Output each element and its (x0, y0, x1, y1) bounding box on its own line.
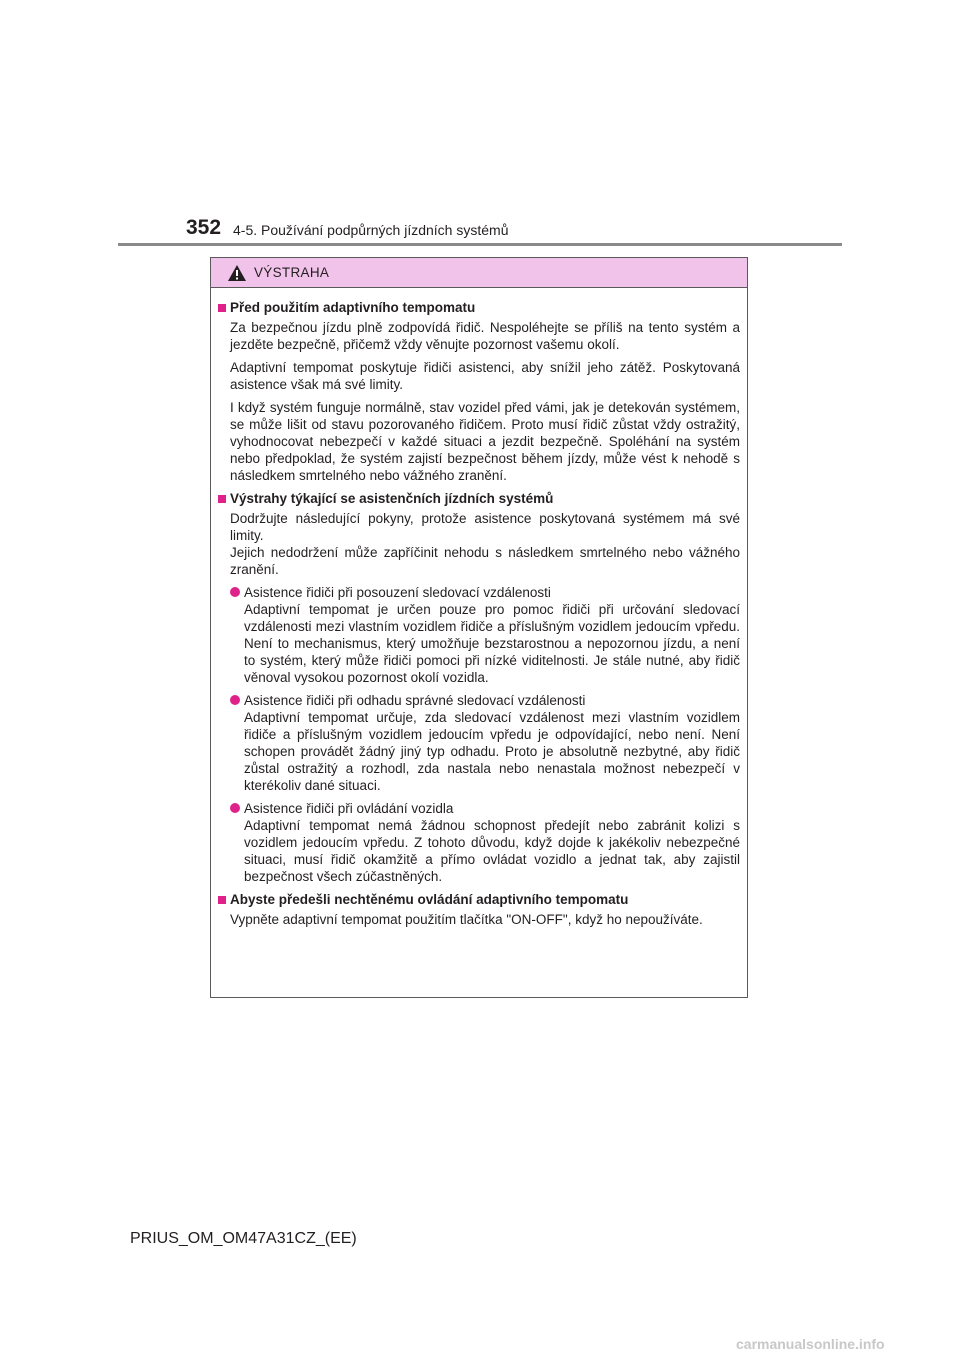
topic-heading-text: Abyste předešli nechtěnému ovládání adaptivního tempomatu (230, 892, 629, 907)
page-number: 352 (186, 216, 222, 239)
list-item-text: Adaptivní tempomat určuje, zda sledovací vzdálenost mezi vlastním vozidlem řidiče a příslušným vozidlem jedoucím vpředu je odpovídající, nebo není. Není schopen provádět žádný jiný typ odhadu. Proto je absolutně nezbytné, aby řidič zůstal ostražitý a rozhodl, zda nastala nebo nenastala možnost nebezpečí v kterékoliv dané situaci. (244, 710, 740, 793)
list-item (230, 692, 740, 794)
warning-box (210, 257, 748, 998)
topic-prevent-unintended (218, 891, 740, 928)
watermark: carmanualsonline.info (736, 1336, 885, 1352)
warning-title: VÝSTRAHA (254, 265, 330, 280)
square-bullet-icon (218, 495, 226, 503)
header-rule (118, 243, 842, 246)
topic-heading (218, 299, 740, 316)
list-item-text: Adaptivní tempomat nemá žádnou schopnost předejít nebo zabránit kolizi s vozidlem jedoucím vpředu. Z tohoto důvodu, když dojde k jakékoliv nebezpečné situaci, musí řidič okamžitě a přímo ovládat vozidlo a jednat tak, aby zajistil bezpečnost všech zúčastněných. (244, 818, 740, 884)
round-bullet-icon (230, 695, 240, 705)
square-bullet-icon (218, 304, 226, 312)
list-item (230, 800, 740, 885)
list-item-content (244, 800, 740, 885)
paragraph: Adaptivní tempomat poskytuje řidiči asistenci, aby snížil jeho zátěž. Poskytovaná asistence však má své limity. (230, 360, 740, 392)
warning-triangle-icon (227, 264, 247, 282)
round-bullet-icon (230, 587, 240, 597)
paragraph: I když systém funguje normálně, stav vozidel před vámi, jak je detekován systémem, se může lišit od stavu pozorovaného řidičem. Proto musí řidič zůstat vždy ostražitý, vyhodnocovat nebezpečí v každé situaci a jezdit bezpečně. Spoléhání na systém nebo předpoklad, že systém zajistí bezpečnost během jízdy, může vést k nehodě s následkem smrtelného nebo vážného zranění. (230, 400, 740, 483)
warning-header (211, 258, 747, 288)
footer-document-code: PRIUS_OM_OM47A31CZ_(EE) (130, 1230, 357, 1247)
warning-body (211, 288, 747, 928)
paragraph: Vypněte adaptivní tempomat použitím tlačítka "ON-OFF", když ho nepoužíváte. (230, 912, 703, 927)
list-item-title: Asistence řidiči při odhadu správné sledovací vzdálenosti (244, 693, 586, 708)
topic-heading-text: Výstrahy týkající se asistenčních jízdních systémů (230, 491, 554, 506)
list-item-title: Asistence řidiči při posouzení sledovací vzdálenosti (244, 585, 551, 600)
paragraph: Dodržujte následující pokyny, protože asistence poskytovaná systémem má své limity. (230, 511, 740, 543)
topic-heading (218, 891, 740, 908)
list-item-text: Adaptivní tempomat je určen pouze pro pomoc řidiči při určování sledovací vzdálenosti mezi vlastním vozidlem řidiče a příslušným vozidlem jedoucím vpředu. Není to mechanismus, který umožňuje bezstarostnou a nepozornou jízdu, a není to systém, který může řidiči pomoci při nízké viditelnosti. Je stále nutné, aby řidič věnoval vysokou pozornost okolí vozidla. (244, 602, 740, 685)
list-item-title: Asistence řidiči při ovládání vozidla (244, 801, 454, 816)
section-title: 4-5. Používání podpůrných jízdních systémů (233, 222, 509, 238)
list-item-content (244, 584, 740, 686)
list-item-content (244, 692, 740, 794)
round-bullet-icon (230, 803, 240, 813)
square-bullet-icon (218, 896, 226, 904)
topic-assist-warnings (218, 490, 740, 885)
topic-heading-text: Před použitím adaptivního tempomatu (230, 300, 476, 315)
list-item (230, 584, 740, 686)
topic-before-use (218, 299, 740, 484)
paragraph: Jejich nedodržení může zapříčinit nehodu s následkem smrtelného nebo vážného zranění. (230, 545, 740, 577)
paragraph: Za bezpečnou jízdu plně zodpovídá řidič. Nespoléhejte se příliš na tento systém a jezděte bezpečně, přičemž vždy věnujte pozornost vašemu okolí. (230, 320, 740, 352)
topic-heading (218, 490, 740, 507)
